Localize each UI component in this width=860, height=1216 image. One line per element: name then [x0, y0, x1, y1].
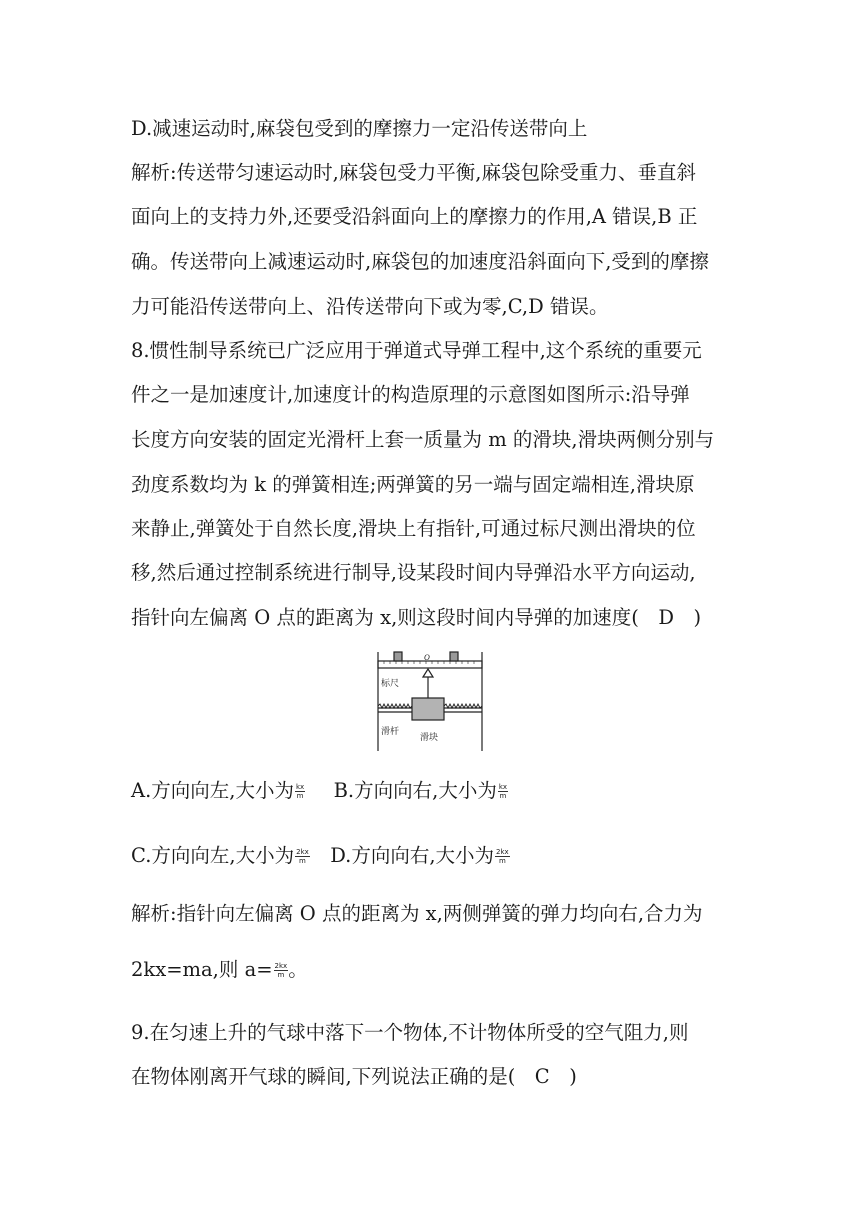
options-ab	[131, 779, 508, 803]
question-8-line-4: 劲度系数均为 k 的弹簧相连;两弹簧的另一端与固定端相连,滑块原	[131, 473, 695, 496]
line-d-option: D.减速运动时,麻袋包受到的摩擦力一定沿传送带向上	[131, 117, 588, 140]
analysis-8-line-2: 2kx=ma,则 a= $\frac{2kx}{m}$ 。	[131, 958, 308, 981]
analysis-8-line-1: 解析:指针向左偏离 O 点的距离为 x,两侧弹簧的弹力均向右,合力为	[131, 902, 703, 925]
question-8-line-1: 8.惯性制导系统已广泛应用于弹道式导弹工程中,这个系统的重要元	[131, 339, 702, 362]
question-8-line-3: 长度方向安装的固定光滑杆上套一质量为 m 的滑块,滑块两侧分别与	[131, 428, 715, 451]
label-ruler: 标尺	[381, 679, 400, 689]
question-8-line-6: 移,然后通过控制系统进行制导,设某段时间内导弹沿水平方向运动,	[131, 561, 696, 584]
analysis-line-3: 确。传送带向上减速运动时,麻袋包的加速度沿斜面向下,受到的摩擦	[131, 250, 709, 273]
question-8-line-7: 指针向左偏离 O 点的距离为 x,则这段时间内导弹的加速度( D )	[131, 606, 702, 629]
analysis-line-4: 力可能沿传送带向上、沿传送带向下或为零,C,D 错误。	[131, 295, 609, 318]
fraction-b: $\frac{kx}{m}$	[498, 783, 508, 800]
analysis-line-1: 解析:传送带匀速运动时,麻袋包受力平衡,麻袋包除受重力、垂直斜	[131, 161, 696, 184]
question-9-line-1: 9.在匀速上升的气球中落下一个物体,不计物体所受的空气阻力,则	[131, 1021, 689, 1044]
fraction-a: $\frac{kx}{m}$	[295, 783, 305, 800]
label-block: 滑块	[420, 733, 439, 743]
options-cd	[131, 844, 510, 868]
analysis-line-2: 面向上的支持力外,还要受沿斜面向上的摩擦力的作用,A 错误,B 正	[131, 205, 698, 228]
fraction-answer: $\frac{2kx}{m}$	[274, 962, 288, 979]
fraction-c: $\frac{2kx}{m}$	[296, 848, 309, 865]
question-9-line-2: 在物体刚离开气球的瞬间,下列说法正确的是( C )	[131, 1065, 577, 1088]
option-c: C.方向向左,大小为 $\frac{2kx}{m}$	[131, 844, 309, 867]
option-d: D.方向向右,大小为 $\frac{2kx}{m}$	[330, 844, 509, 867]
question-8-line-2: 件之一是加速度计,加速度计的构造原理的示意图如图所示:沿导弹	[131, 383, 690, 406]
option-a: A.方向向左,大小为 $\frac{kx}{m}$	[131, 779, 305, 802]
option-b: B.方向向右,大小为 $\frac{kx}{m}$	[333, 779, 508, 802]
label-rod: 滑杆	[381, 727, 400, 737]
fraction-d: $\frac{2kx}{m}$	[496, 848, 509, 865]
label-o: O	[424, 653, 430, 662]
question-8-line-5: 来静止,弹簧处于自然长度,滑块上有指针,可通过标尺测出滑块的位	[131, 517, 696, 540]
accelerometer-diagram	[376, 650, 484, 752]
